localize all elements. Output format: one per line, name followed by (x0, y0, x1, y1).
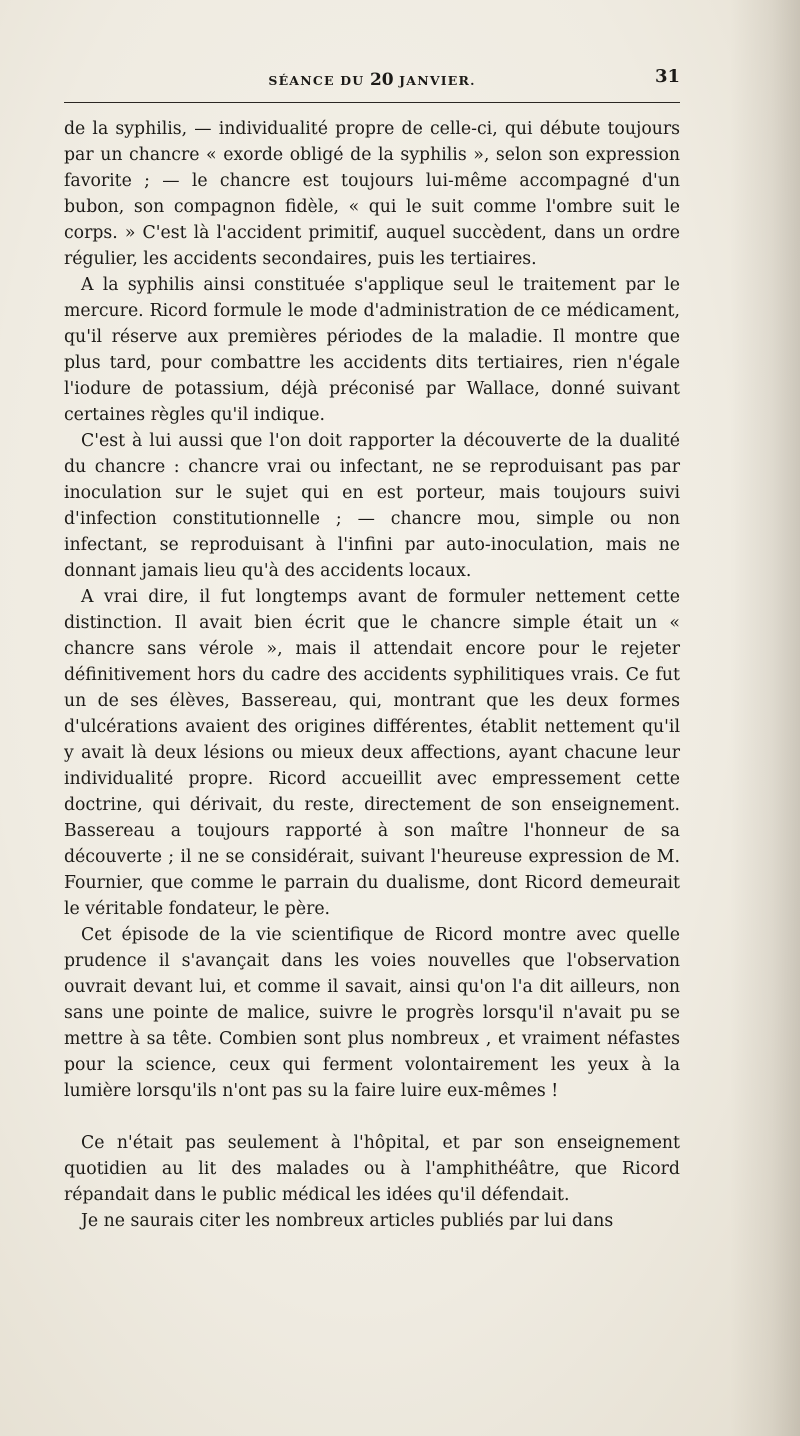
paragraph-1: de la syphilis, — individualité propre de celle-ci, qui débute toujours par un chancre « exorde obligé de la syphilis », selon son expression favorite ; — le chancre est toujours lui-même accompagné d'un bubon, son compagnon fidèle, « qui le suit comme l'ombre suit le corps. » C'est là l'accident primitif, auquel succèdent, dans un ordre régulier, les accidents secondaires, puis les tertiaires. (64, 119, 680, 269)
paragraph-7: Je ne saurais citer les nombreux articles publiés par lui dans (81, 1211, 614, 1231)
header-rule (64, 102, 680, 103)
paragraph-5: Cet épisode de la vie scientifique de Ricord montre avec quelle prudence il s'avançait dans les voies nouvelles que l'observation ouvrait devant lui, et comme il savait, ainsi qu'on l'a dit ailleurs, non sans une pointe de malice, suivre le progrès lorsqu'il n'avait pu se mettre à sa tête. Combien sont plus nombreux , et vraiment néfastes pour la science, ceux qui ferment volontairement les yeux à la lumière lorsqu'ils n'ont pas su la faire luire eux-mêmes ! (64, 925, 680, 1101)
paragraph-6: Ce n'était pas seulement à l'hôpital, et par son enseignement quotidien au lit des malades ou à l'amphithéâtre, que Ricord répandait dans le public médical les idées qu'il défendait. (64, 1133, 680, 1205)
page-number: 31 (654, 66, 680, 87)
page-edge-shadow (730, 0, 800, 1436)
paragraph-4: A vrai dire, il fut longtemps avant de formuler nettement cette distinction. Il avait bien écrit que le chancre simple était un « chancre sans vérole », mais il attendait encore pour le rejeter définitivement hors du cadre des accidents syphilitiques vrais. Ce fut un de ses élèves, Bassereau, qui, montrant que les deux formes d'ulcérations avaient des origines différentes, établit nettement qu'il y avait là deux lésions ou mieux deux affections, ayant chacune leur individualité propre. Ricord accueillit avec empressement cette doctrine, qui dérivait, du reste, directement de son enseignement. Bassereau a toujours rapporté à son maître l'honneur de sa découverte ; il ne se considérait, suivant l'heureuse expression de M. Fournier, que comme le parrain du dualisme, dont Ricord demeurait le véritable fondateur, le père. (64, 587, 680, 919)
paragraph-3: C'est à lui aussi que l'on doit rapporter la découverte de la dualité du chancre : chancre vrai ou infectant, ne se reproduisant pas par inoculation sur le sujet qui en est porteur, mais toujours suivi d'infection constitutionnelle ; — chancre mou, simple ou non infectant, se reproduisant à l'infini par auto-inoculation, mais ne donnant jamais lieu qu'à des accidents locaux. (64, 431, 680, 581)
body-text (64, 116, 680, 1234)
running-title (64, 70, 680, 90)
running-title-post: JANVIER. (393, 73, 476, 88)
section-gap (64, 1104, 680, 1130)
running-title-date: 20 (369, 70, 394, 90)
page-header (64, 64, 680, 94)
paragraph-2: A la syphilis ainsi constituée s'applique seul le traitement par le mercure. Ricord formule le mode d'administration de ce médicament, qu'il réserve aux premières périodes de la maladie. Il montre que plus tard, pour combattre les accidents dits tertiaires, rien n'égale l'iodure de potassium, déjà préconisé par Wallace, donné suivant certaines règles qu'il indique. (64, 275, 680, 425)
running-title-pre: SÉANCE DU (268, 73, 370, 88)
